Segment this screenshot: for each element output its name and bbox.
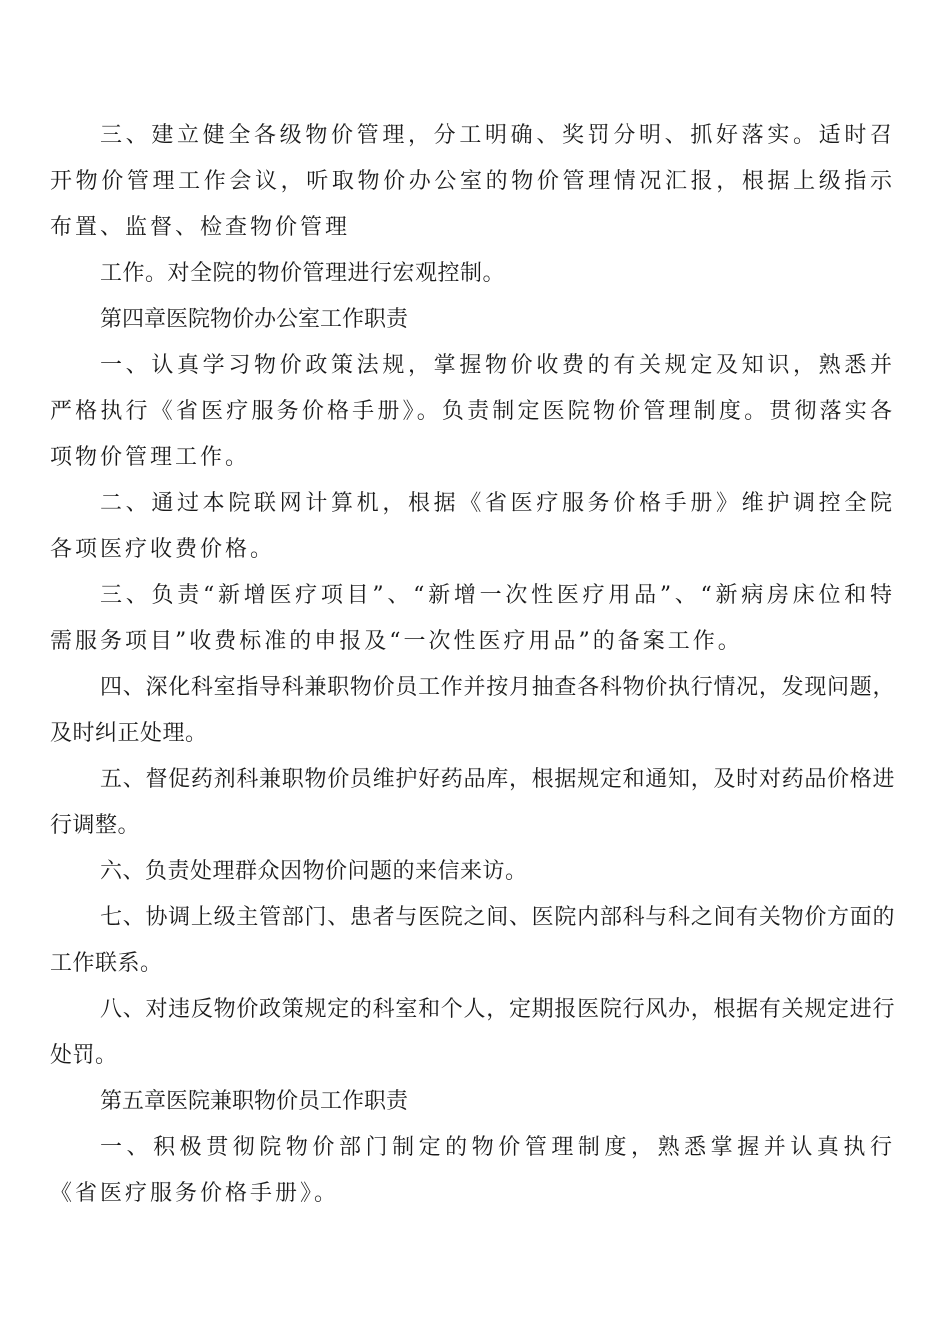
chapter-5-heading: 第五章医院兼职物价员工作职责	[100, 1089, 409, 1114]
paragraph-8: 五、督促药剂科兼职物价员维护好药品库，根据规定和通知，及时对药品价格进行调整。	[50, 767, 895, 838]
paragraph-6: 三、负责“新增医疗项目”、“新增一次性医疗用品”、“新病房床位和特需服务项目”收费标准的申报及“一次性医疗用品”的备案工作。	[50, 583, 895, 654]
paragraph-13: 一、积极贯彻院物价部门制定的物价管理制度，熟悉掌握并认真执行《省医疗服务价格手册》。	[50, 1135, 895, 1206]
chapter-4-heading: 第四章医院物价办公室工作职责	[100, 307, 409, 332]
paragraph-7: 四、深化科室指导科兼职物价员工作并按月抽查各科物价执行情况，发现问题，及时纠正处理。	[50, 675, 895, 746]
document-body	[50, 113, 895, 1217]
paragraph-4: 一、认真学习物价政策法规，掌握物价收费的有关规定及知识，熟悉并严格执行《省医疗服务价格手册》。负责制定医院物价管理制度。贯彻落实各项物价管理工作。	[50, 353, 895, 470]
paragraph-11: 八、对违反物价政策规定的科室和个人，定期报医院行风办，根据有关规定进行处罚。	[50, 997, 895, 1068]
paragraph-1: 三、建立健全各级物价管理，分工明确、奖罚分明、抓好落实。适时召开物价管理工作会议，听取物价办公室的物价管理情况汇报，根据上级指示布置、监督、检查物价管理	[50, 123, 895, 240]
paragraph-5: 二、通过本院联网计算机，根据《省医疗服务价格手册》维护调控全院各项医疗收费价格。	[50, 491, 895, 562]
paragraph-2: 工作。对全院的物价管理进行宏观控制。	[100, 261, 506, 286]
paragraph-10: 七、协调上级主管部门、患者与医院之间、医院内部科与科之间有关物价方面的工作联系。	[50, 905, 895, 976]
paragraph-9: 六、负责处理群众因物价问题的来信来访。	[100, 859, 528, 884]
